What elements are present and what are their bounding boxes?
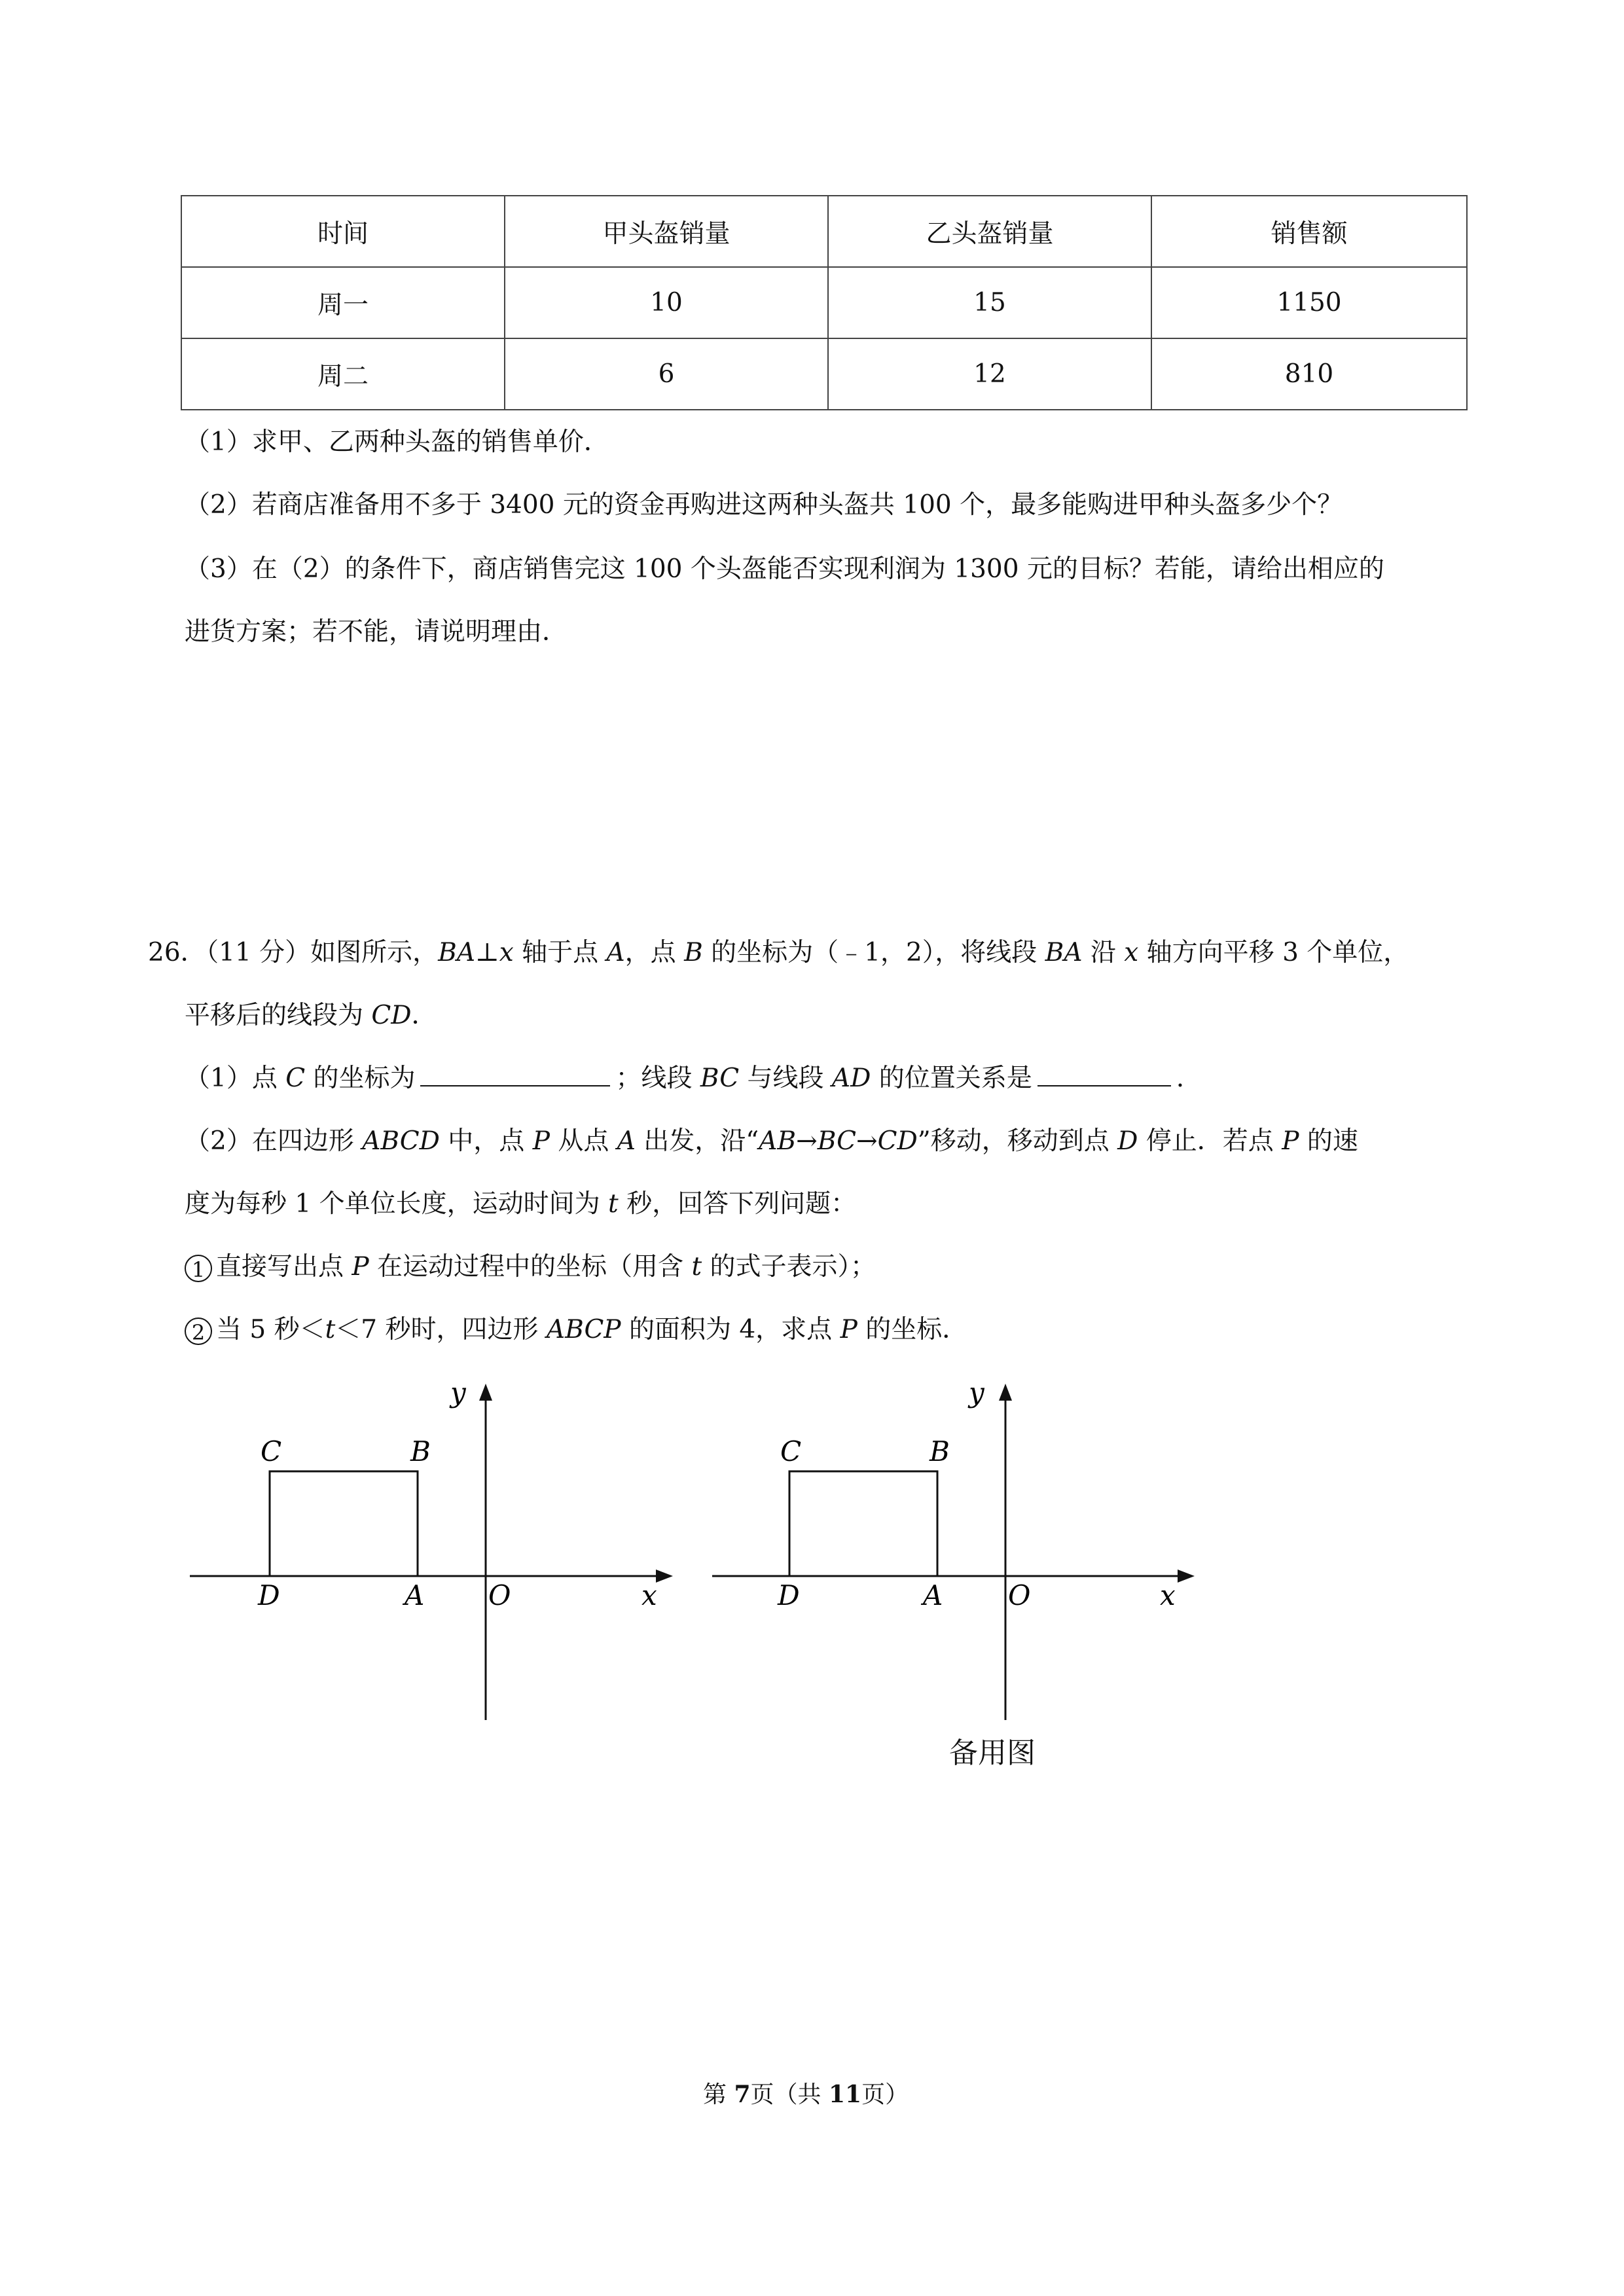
- footer-seg: 页（共: [750, 2081, 829, 2108]
- q26-seg: 出发，沿“: [635, 1126, 759, 1156]
- rectangle-abcd: [270, 1471, 418, 1576]
- q26-seg: 的面积为 4，求点: [621, 1315, 840, 1344]
- q26-seg: 从点: [549, 1126, 617, 1156]
- q26-seg: 轴方向平移 3 个单位，: [1138, 938, 1409, 967]
- q26-seg: 当 5 秒＜: [216, 1315, 325, 1344]
- q26-seg: t: [691, 1252, 702, 1282]
- table-header-row: [181, 196, 1467, 267]
- label-c: C: [261, 1435, 282, 1467]
- table-header-cell: 乙头盔销量: [828, 196, 1151, 267]
- q26-stem: [148, 935, 1409, 971]
- sales-table: [181, 195, 1468, 410]
- q26-seg: AD: [831, 1064, 871, 1093]
- q26-sub1: [185, 1249, 876, 1285]
- q25-part3-line2: 进货方案；若不能，请说明理由．: [185, 617, 568, 647]
- q26-seg: ；线段: [615, 1064, 700, 1093]
- q26-seg: 中，点: [439, 1126, 533, 1156]
- table-header-cell: 甲头盔销量: [505, 196, 828, 267]
- circled-number-2: 2: [185, 1318, 212, 1345]
- label-d: D: [778, 1579, 800, 1611]
- q26-seg: 的位置关系是: [871, 1064, 1032, 1093]
- figure-caption: 备用图: [949, 1736, 1036, 1770]
- page-footer: [703, 2076, 909, 2109]
- q26-seg: 度为每秒 1 个单位长度，运动时间为: [185, 1189, 609, 1219]
- q26-seg: 的坐标为: [305, 1064, 416, 1093]
- table-cell: 15: [828, 267, 1151, 338]
- q26-seg: P: [352, 1252, 369, 1282]
- label-a: A: [405, 1579, 425, 1611]
- page-number: 7: [734, 2081, 751, 2108]
- page-total: 11: [828, 2081, 862, 2108]
- x-axis-arrow: [1178, 1570, 1195, 1583]
- label-x: x: [1160, 1579, 1176, 1611]
- q26-seg: 直接写出点: [216, 1252, 352, 1282]
- footer-seg: 页）: [861, 2081, 909, 2108]
- q26-seg: AB→BC→CD: [759, 1126, 918, 1156]
- q26-seg: 的速: [1299, 1126, 1358, 1156]
- x-axis-arrow: [656, 1570, 673, 1583]
- label-b: B: [410, 1435, 431, 1467]
- q26-seg: C: [285, 1064, 306, 1093]
- q26-part2: [185, 1123, 1358, 1160]
- q26-seg: 在运动过程中的坐标（用含: [369, 1252, 692, 1282]
- y-axis-arrow: [999, 1384, 1012, 1401]
- q26-seg: A: [617, 1126, 636, 1156]
- q26-seg: ”移动，移动到点: [917, 1126, 1118, 1156]
- q26-seg: t: [325, 1315, 336, 1344]
- label-y: y: [450, 1376, 466, 1408]
- table-cell: 6: [505, 338, 828, 410]
- q26-seg: CD: [371, 1001, 412, 1030]
- q26-seg: ABCP: [546, 1315, 621, 1344]
- table-cell: 12: [828, 338, 1151, 410]
- table-cell: 1150: [1151, 267, 1467, 338]
- y-axis-arrow: [479, 1384, 492, 1401]
- label-o: O: [488, 1579, 511, 1611]
- coordinate-figure-2: [700, 1374, 1198, 1728]
- q26-seg: 的坐标为（﹣1，2），将线段: [702, 938, 1045, 967]
- q25-part1: （1）求甲、乙两种头盔的销售单价．: [185, 427, 609, 457]
- q26-sub2: [185, 1312, 967, 1348]
- q26-seg: 平移后的线段为: [185, 1001, 372, 1030]
- q26-seg: P: [532, 1126, 550, 1156]
- q25-part3-line1: （3）在（2）的条件下，商店销售完这 100 个头盔能否实现利润为 1300 元的目标？若能，请给出相应的: [185, 554, 1384, 584]
- coordinate-figure-1: [183, 1374, 681, 1728]
- label-x: x: [641, 1579, 657, 1611]
- table-cell: 周一: [181, 267, 505, 338]
- q26-seg: ＜7 秒时，四边形: [335, 1315, 547, 1344]
- table-row: [181, 338, 1467, 410]
- label-a: A: [923, 1579, 943, 1611]
- q26-seg: BA: [1045, 938, 1083, 967]
- q26-part1: [185, 1060, 1184, 1097]
- label-c: C: [780, 1435, 802, 1467]
- q26-seg: （2）在四边形: [185, 1126, 363, 1156]
- q26-seg: .: [1176, 1064, 1185, 1093]
- answer-blank-c-coordinate[interactable]: [420, 1060, 610, 1086]
- table-row: [181, 267, 1467, 338]
- q26-seg: ，点: [624, 938, 685, 967]
- label-y: y: [969, 1376, 984, 1408]
- table-header-cell: 时间: [181, 196, 505, 267]
- q26-seg: 的式子表示）；: [702, 1252, 876, 1282]
- table-cell: 810: [1151, 338, 1467, 410]
- table-cell: 10: [505, 267, 828, 338]
- q26-seg: 轴于点: [513, 938, 607, 967]
- q26-seg: 与线段: [739, 1064, 832, 1093]
- q26-seg: D: [1117, 1126, 1138, 1156]
- answer-blank-relation[interactable]: [1038, 1060, 1171, 1086]
- q25-part2: （2）若商店准备用不多于 3400 元的资金再购进这两种头盔共 100 个，最多能购进甲种头盔多少个？: [185, 490, 1343, 520]
- q26-seg: ⊥: [475, 938, 499, 967]
- q26-seg: ABCD: [362, 1126, 440, 1156]
- label-d: D: [258, 1579, 280, 1611]
- q26-seg: 秒，回答下列问题：: [618, 1189, 857, 1219]
- q26-seg: B: [684, 938, 703, 967]
- footer-seg: 第: [703, 2081, 734, 2108]
- table-header-cell: 销售额: [1151, 196, 1467, 267]
- q26-seg: （1）点: [185, 1064, 286, 1093]
- q26-score: （11 分）如图所示，: [206, 938, 439, 967]
- q26-seg: x: [499, 938, 514, 967]
- q26-seg: P: [840, 1315, 857, 1344]
- q26-seg: BC: [700, 1064, 740, 1093]
- q26-seg: ．: [411, 1001, 437, 1030]
- rectangle-abcd: [789, 1471, 937, 1576]
- q26-seg: BA: [438, 938, 475, 967]
- table-cell: 周二: [181, 338, 505, 410]
- q26-seg: A: [606, 938, 625, 967]
- q26-seg: P: [1282, 1126, 1299, 1156]
- q26-seg: 沿: [1082, 938, 1125, 967]
- q26-seg: 的坐标．: [857, 1315, 968, 1344]
- label-o: O: [1008, 1579, 1031, 1611]
- label-b: B: [929, 1435, 950, 1467]
- q26-number: 26．: [148, 938, 206, 967]
- q26-seg: x: [1124, 938, 1139, 967]
- q26-seg: t: [608, 1189, 619, 1219]
- q26-part2-line2: [185, 1186, 856, 1223]
- q26-seg: 停止．若点: [1138, 1126, 1282, 1156]
- q26-stem-line2: [185, 997, 437, 1034]
- circled-number-1: 1: [185, 1255, 212, 1282]
